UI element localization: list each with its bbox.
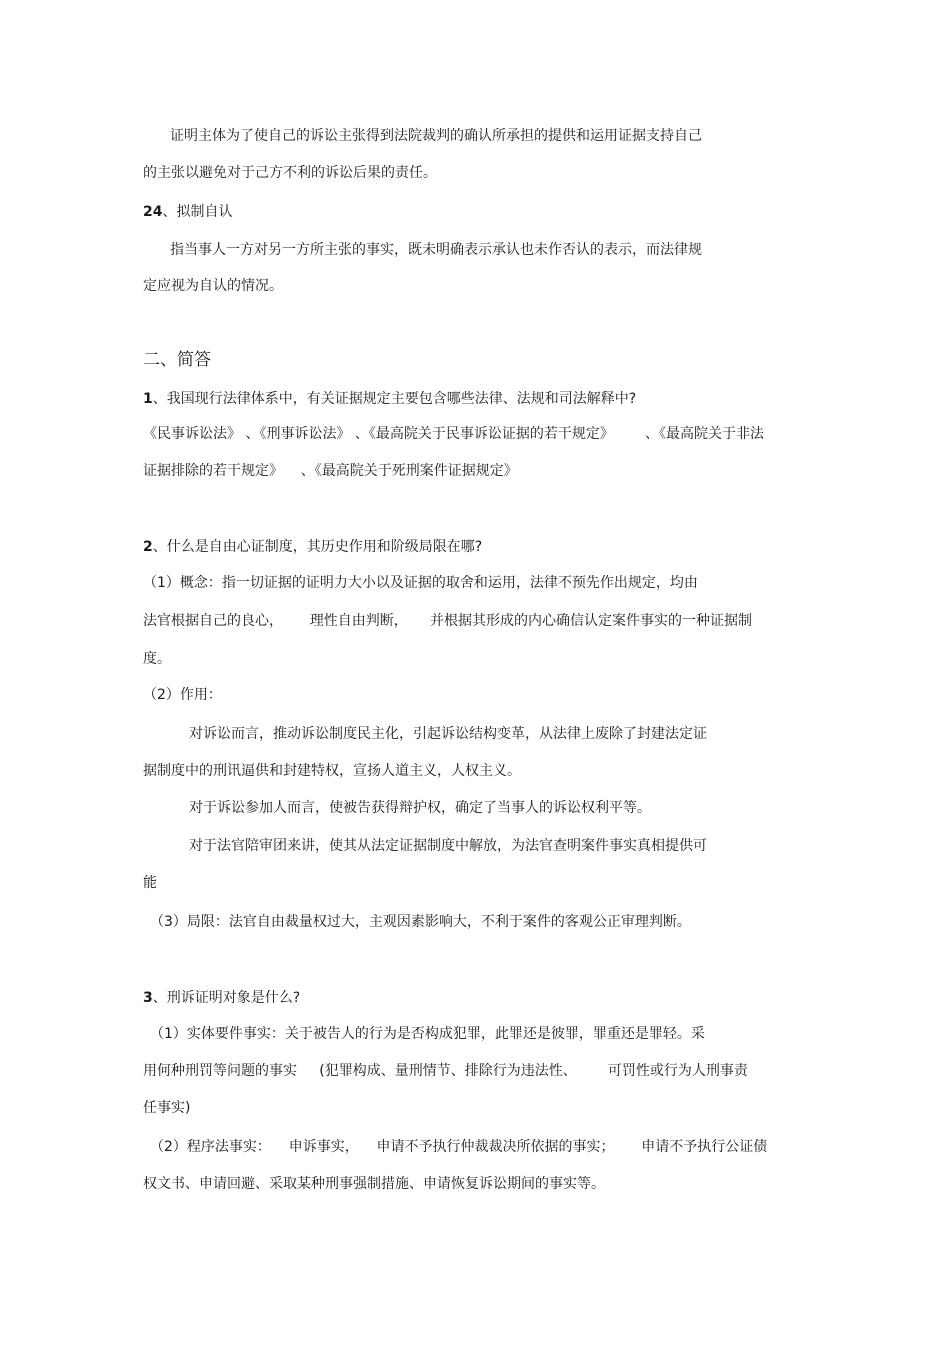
answer-line: 法官根据自己的良心， 理性自由判断， 并根据其形成的内心确信认定案件事实的一种证据制	[143, 613, 752, 629]
answer-line: （3）局限：法官自由裁量权过大，主观因素影响大，不利于案件的客观公正审理判断。	[150, 914, 691, 930]
paragraph-line: 的主张以避免对于己方不利的诉讼后果的责任。	[143, 165, 437, 181]
question-heading-3	[143, 988, 300, 1008]
term-number: 24	[143, 204, 163, 220]
answer-line: 对诉讼而言，推动诉讼制度民主化，引起诉讼结构变革，从法律上废除了封建法定证	[189, 726, 707, 742]
answer-line: 权文书、申请回避、采取某种刑事强制措施、申请恢复诉讼期间的事实等。	[143, 1176, 605, 1192]
answer-line: 能	[143, 875, 157, 891]
paragraph-line: 指当事人一方对另一方所主张的事实，既未明确表示承认也未作否认的表示，而法律规	[170, 242, 702, 258]
paragraph-line: 定应视为自认的情况。	[143, 278, 283, 294]
question-title: 、刑诉证明对象是什么?	[152, 990, 301, 1006]
answer-line: 《民事诉讼法》 、《刑事诉讼法》 、《最高院关于民事诉讼证据的若干规定》 、《最高院关于非法	[143, 426, 765, 442]
answer-line: （1）实体要件事实：关于被告人的行为是否构成犯罪，此罪还是彼罪，罪重还是罪轻。采	[150, 1026, 705, 1042]
paragraph-line: 证明主体为了使自己的诉讼主张得到法院裁判的确认所承担的提供和运用证据支持自己	[170, 128, 702, 144]
term-title: 、拟制自认	[162, 204, 233, 220]
answer-line: 证据排除的若干规定》 、《最高院关于死刑案件证据规定》	[143, 463, 518, 479]
answer-line: （2）作用：	[143, 687, 222, 703]
term-heading-24	[143, 202, 232, 222]
section-heading: 二、简答	[143, 350, 211, 370]
answer-line: 据制度中的刑讯逼供和封建特权，宣扬人道主义，人权主义。	[143, 763, 521, 779]
answer-line: 对于法官陪审团来讲，使其从法定证据制度中解放，为法官查明案件事实真相提供可	[189, 838, 707, 854]
question-title: 、我国现行法律体系中，有关证据规定主要包含哪些法律、法规和司法解释中?	[152, 391, 637, 407]
answer-line: 对于诉讼参加人而言，使被告获得辩护权，确定了当事人的诉讼权利平等。	[189, 800, 651, 816]
question-heading-1	[143, 389, 636, 409]
question-title: 、什么是自由心证制度，其历史作用和阶级局限在哪?	[152, 539, 483, 555]
answer-line: 任事实)	[143, 1100, 191, 1116]
answer-line: （2）程序法事实： 申诉事实， 申请不予执行仲裁裁决所依据的事实； 申请不予执行公证债	[150, 1139, 768, 1155]
question-number: 1	[143, 391, 153, 407]
answer-line: （1）概念：指一切证据的证明力大小以及证据的取舍和运用，法律不预先作出规定，均由	[143, 575, 698, 591]
question-heading-2	[143, 537, 482, 557]
question-number: 2	[143, 539, 153, 555]
answer-line: 度。	[143, 651, 171, 667]
question-number: 3	[143, 990, 153, 1006]
answer-line: 用何种刑罚等问题的事实 (犯罪构成、量刑情节、排除行为违法性、 可罚性或行为人刑事责	[143, 1063, 748, 1079]
